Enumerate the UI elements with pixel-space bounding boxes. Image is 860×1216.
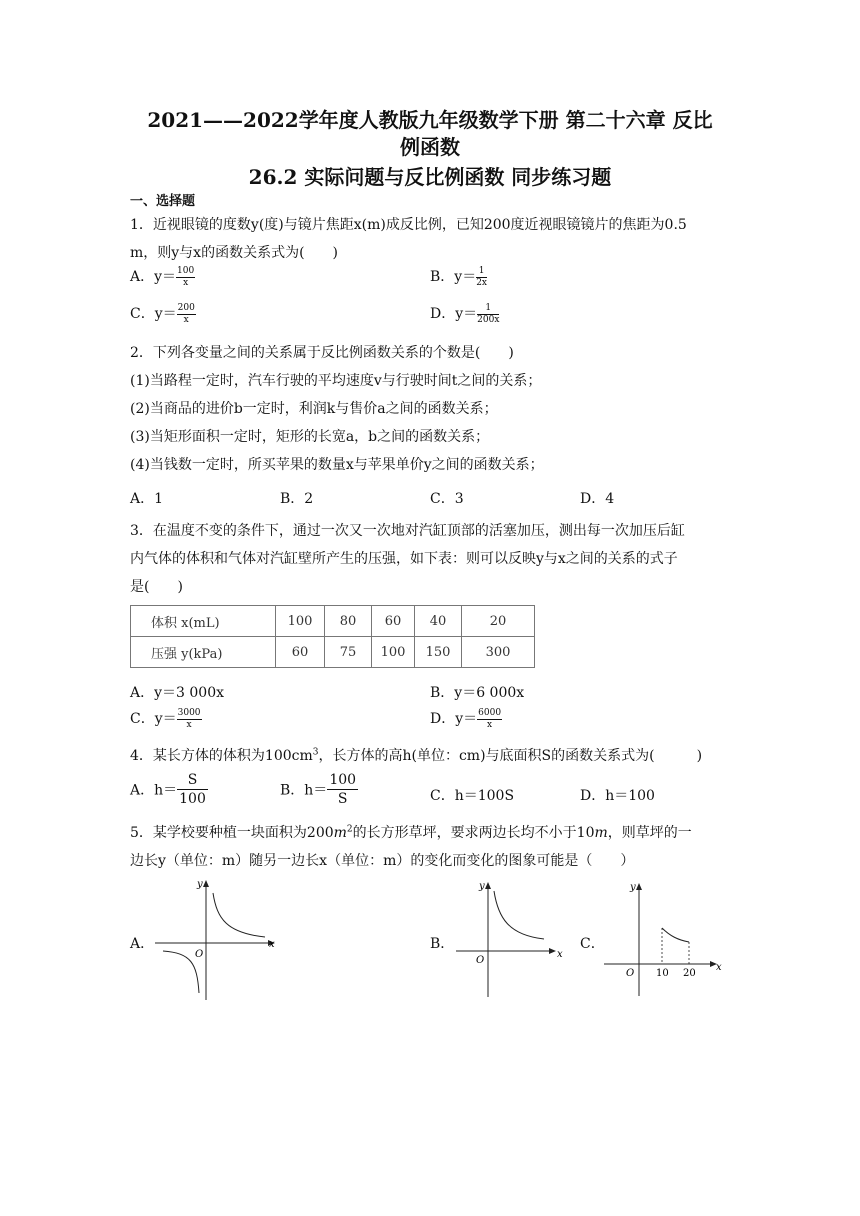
table-header-volume: 体积 x(mL) <box>131 606 276 637</box>
curve-branch <box>494 891 544 939</box>
q4-option-b: B．h＝ $\frac{100}{S}$ <box>280 772 357 807</box>
x-axis-label: x <box>716 962 722 973</box>
table-cell: 20 <box>462 606 535 637</box>
x-axis-arrow <box>549 948 556 954</box>
q2-option-d: D．4 <box>580 491 615 507</box>
table-row <box>131 606 535 637</box>
q1-option-a: A．y＝ $\frac{100}{x}$ <box>130 265 195 288</box>
q5-option-a-label: A． <box>130 936 155 952</box>
table-header-pressure: 压强 y(kPa) <box>131 637 276 668</box>
doc-subtitle: 26.2 实际问题与反比例函数 同步练习题 <box>248 165 612 189</box>
q5-graph-b <box>450 877 570 999</box>
table-cell: 60 <box>276 637 325 668</box>
q1-option-b: B．y＝ $\frac{1}{2x}$ <box>430 265 488 288</box>
q5-graph-a <box>155 875 280 1005</box>
origin-label: O <box>195 949 204 960</box>
q2-stem: 2．下列各变量之间的关系属于反比例函数关系的个数是( ) <box>130 345 514 361</box>
origin-label: O <box>476 955 485 966</box>
doc-title-line1: 2021——2022学年度人教版九年级数学下册 第二十六章 反比 <box>147 108 713 132</box>
q2-option-c: C．3 <box>430 491 464 507</box>
q3-option-d: D．y＝ $\frac{6000}{x}$ <box>430 707 502 730</box>
table-cell: 100 <box>372 637 415 668</box>
q4-option-c: C．h＝100S <box>430 788 515 804</box>
q5-graph-c <box>600 878 725 998</box>
q1-option-c: C．y＝ $\frac{200}{x}$ <box>130 302 195 325</box>
q2-item-1: (1)当路程一定时，汽车行驶的平均速度v与行驶时间t之间的关系； <box>130 373 542 389</box>
y-axis-arrow <box>485 882 491 889</box>
doc-title-line2: 例函数 <box>400 135 460 159</box>
q2-option-a: A．1 <box>130 491 164 507</box>
x-axis-label: x <box>269 939 275 950</box>
origin-label: O <box>626 968 635 979</box>
q1-stem-line1: 1．近视眼镜的度数y(度)与镜片焦距x(m)成反比例，已知200度近视眼镜镜片的焦距为0.5 <box>130 217 687 233</box>
table-cell: 40 <box>415 606 462 637</box>
q3-option-c: C．y＝ $\frac{3000}{x}$ <box>130 707 201 730</box>
q5-option-b-label: B． <box>430 936 455 952</box>
q5-stem-line1: 5．某学校要种植一块面积为$200m^2$的长方形草坪，要求两边长均不小于10m，则草坪的一 <box>130 824 692 841</box>
y-axis-label: y <box>197 879 203 890</box>
q2-item-4: (4)当钱数一定时，所买苹果的数量x与苹果单价y之间的函数关系； <box>130 457 544 473</box>
x-axis-label: x <box>557 949 563 960</box>
curve-segment <box>662 928 689 942</box>
table-cell: 150 <box>415 637 462 668</box>
table-cell: 300 <box>462 637 535 668</box>
table-row <box>131 637 535 668</box>
q4-stem: 4．某长方体的体积为$100cm^3$，长方体的高h(单位：cm)与底面积S的函数关系式为( ) <box>130 747 703 764</box>
y-axis-label: y <box>479 881 485 892</box>
table-cell: 60 <box>372 606 415 637</box>
table-cell: 80 <box>325 606 372 637</box>
q2-option-b: B．2 <box>280 491 314 507</box>
q3-stem-line2: 内气体的体积和气体对汽缸壁所产生的压强，如下表：则可以反映y与x之间的关系的式子 <box>130 551 678 567</box>
section-heading: 一、选择题 <box>130 194 196 209</box>
table-cell: 75 <box>325 637 372 668</box>
q4-option-d: D．h＝100 <box>580 788 655 804</box>
table-cell: 100 <box>276 606 325 637</box>
q2-item-3: (3)当矩形面积一定时，矩形的长宽a，b之间的函数关系； <box>130 429 490 445</box>
q3-stem-line1: 3．在温度不变的条件下，通过一次又一次地对汽缸顶部的活塞加压，测出每一次加压后缸 <box>130 523 685 539</box>
q5-option-c-label: C． <box>580 936 605 952</box>
q1-option-d: D．y＝ $\frac{1}{200x}$ <box>430 302 500 325</box>
curve-branch-upper <box>213 893 265 937</box>
q4-option-a: A．h＝ $\frac{S}{100}$ <box>130 772 206 807</box>
curve-branch-lower <box>163 951 199 993</box>
tick-label-10: 10 <box>656 968 669 979</box>
q2-item-2: (2)当商品的进价b一定时，利润k与售价a之间的函数关系； <box>130 401 498 417</box>
y-axis-label: y <box>630 882 636 893</box>
q3-option-b: B．y＝6 000x <box>430 685 525 701</box>
y-axis-arrow <box>203 880 209 887</box>
q1-stem-line2: m，则y与x的函数关系式为( ) <box>130 245 339 261</box>
tick-label-20: 20 <box>683 968 696 979</box>
y-axis-arrow <box>636 883 642 890</box>
q3-data-table <box>130 605 535 668</box>
q3-stem-line3: 是( ) <box>130 579 183 595</box>
q5-stem-line2: 边长y（单位：m）随另一边长x（单位：m）的变化而变化的图象可能是（ ） <box>130 853 635 869</box>
q3-option-a: A．y＝3 000x <box>130 685 224 701</box>
